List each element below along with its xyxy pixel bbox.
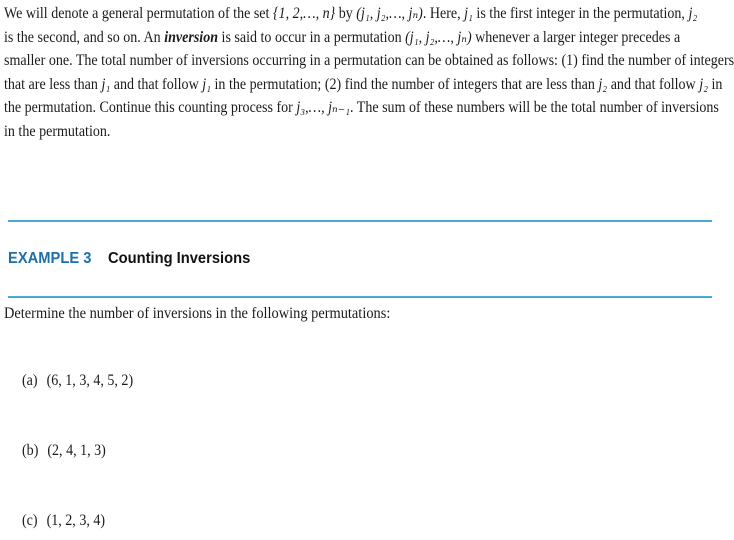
item-label: (c) — [22, 512, 38, 529]
text-run: . The sum of these numbers will be the total number of inversions — [349, 99, 719, 116]
item-label: (b) — [22, 442, 39, 459]
permutation-notation: (j₁, j₂,…, jₙ) — [405, 28, 472, 46]
math-symbol: j₁ — [464, 5, 473, 22]
text-run: whenever a larger integer precedes a — [471, 28, 681, 46]
text-run: by — [335, 5, 357, 22]
list-item-a — [22, 372, 133, 390]
math-sequence: j₃,…, jₙ₋₁ — [296, 99, 350, 116]
text-run: and that follow — [607, 75, 700, 93]
paragraph-line-3: smaller one. The total number of inversions occurring in a permutation can be obtained as follows: (1) find the number of integers — [4, 52, 734, 69]
item-label: (a) — [22, 372, 38, 389]
paragraph-line-6: in the permutation. — [4, 122, 111, 140]
example-prompt: Determine the number of inversions in the following permutations: — [4, 305, 391, 322]
text-run: . Here, — [422, 5, 465, 22]
paragraph-line-1 — [4, 2, 715, 26]
item-permutation: (1, 2, 3, 4) — [46, 512, 106, 529]
example-heading — [8, 250, 250, 268]
text-run: is said to occur in a permutation — [218, 28, 406, 46]
example-title: Counting Inversions — [107, 250, 251, 267]
math-symbol: j₁ — [101, 75, 111, 93]
list-item-c — [22, 512, 105, 530]
text-run: is the first integer in the permutation, — [472, 5, 689, 22]
text-run: that are less than — [4, 75, 102, 93]
permutation-notation: (j₁, j₂,…, jₙ) — [356, 5, 423, 22]
example-top-rule — [8, 220, 712, 222]
text-run: in — [707, 75, 723, 93]
example-label: EXAMPLE 3 — [8, 250, 92, 267]
text-run: is the second, and so on. An — [4, 28, 165, 46]
intro-paragraph — [4, 2, 734, 143]
example-bottom-rule — [8, 296, 712, 298]
set-notation: {1, 2,…, n} — [272, 5, 336, 22]
item-permutation: (2, 4, 1, 3) — [47, 442, 106, 459]
text-run: in the permutation; (2) find the number of integers that are less than — [211, 75, 599, 93]
paragraph-line-5 — [4, 96, 719, 120]
math-symbol: j₂ — [699, 75, 708, 93]
text-run: the permutation. Continue this counting process for — [4, 99, 297, 116]
math-symbol: j₂ — [598, 75, 608, 93]
paragraph-line-2 — [4, 26, 715, 50]
paragraph-line-4 — [4, 73, 723, 97]
math-symbol: j₁ — [202, 75, 212, 93]
math-symbol: j₂ — [688, 5, 698, 22]
list-item-b — [22, 442, 106, 460]
item-permutation: (6, 1, 3, 4, 5, 2) — [46, 372, 134, 389]
text-run: We will denote a general permutation of the set — [4, 5, 273, 22]
text-run: and that follow — [110, 75, 203, 93]
defined-term: inversion — [164, 28, 219, 46]
